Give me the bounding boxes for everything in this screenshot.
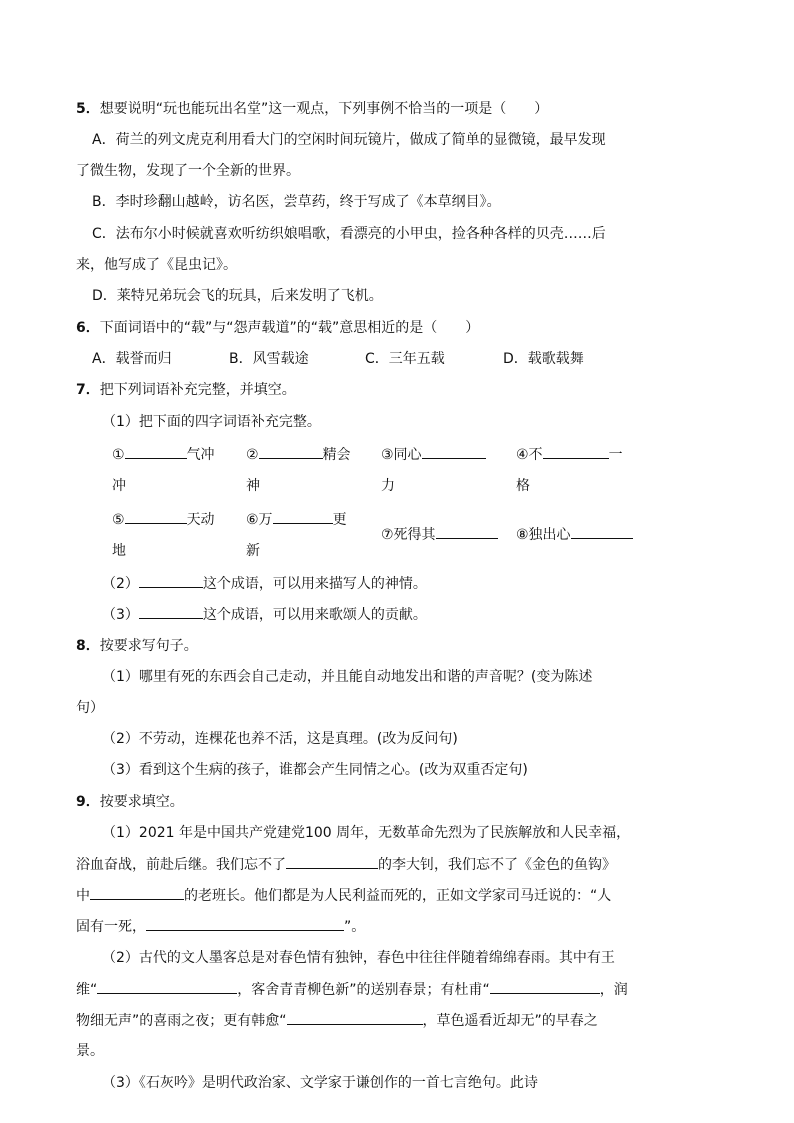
q8-number: 8．	[76, 638, 100, 654]
q9-blank-3[interactable]	[146, 916, 344, 931]
q9-stem	[76, 792, 184, 812]
q9-p2-line3: 物细无声”的喜雨之夜；更有韩愈“ ，草色遥看近却无”的早春之	[76, 1010, 598, 1031]
q9-blank-6[interactable]	[287, 1010, 423, 1025]
idiom-blank[interactable]	[422, 444, 486, 459]
q6-option-c: C．三年五载	[365, 351, 445, 367]
idiom-item-7: ⑦死得其	[381, 524, 498, 545]
idiom-item-3: ③同心	[381, 444, 486, 465]
q8-s2: （2）不劳动，连棵花也养不活，这是真理。(改为反问句)	[102, 731, 458, 747]
q6-number: 6．	[76, 320, 100, 336]
idiom-item-4-wrap: 格	[516, 478, 530, 494]
q6-option-a: A．载誉而归	[92, 351, 172, 367]
q6-text: 下面词语中的“载”与“怨声载道”的“载”意思相近的是（ ）	[99, 320, 480, 336]
q5-number: 5．	[76, 101, 100, 117]
idiom-item-3-wrap: 力	[381, 478, 395, 494]
q5-option-a-line2: 了微生物，发现了一个全新的世界。	[76, 163, 300, 179]
q7-sub1: （1）把下面的四字词语补充完整。	[102, 414, 321, 430]
q5-option-c-line1: C．法布尔小时候就喜欢听纺织娘唱歌，看漂亮的小甲虫，捡各种各样的贝壳……后	[92, 226, 606, 242]
idiom-blank[interactable]	[125, 509, 187, 524]
idiom-item-4: ④不 一	[516, 444, 623, 465]
q7-text: 把下列词语补充完整，并填空。	[99, 382, 296, 398]
q9-p1-line1: （1）2021 年是中国共产党建党100 周年，无数革命先烈为了民族解放和人民幸福，	[102, 825, 631, 841]
idiom-item-6-wrap: 新	[246, 543, 260, 559]
q5-text: 想要说明“玩也能玩出名堂”这一观点，下列事例不恰当的一项是（ ）	[99, 101, 549, 117]
idiom-blank[interactable]	[543, 444, 609, 459]
q9-p3: （3）《石灰吟》是明代政治家、文学家于谦创作的一首七言绝句。此诗	[102, 1075, 538, 1091]
q9-p1-line3: 中 的老班长。他们都是为人民利益而死的，正如文学家司马迁说的：“人	[76, 885, 611, 906]
idiom-item-6: ⑥万 更	[246, 509, 347, 530]
q7-stem	[76, 380, 296, 400]
q8-s1-line1: （1）哪里有死的东西会自己走动，并且能自动地发出和谐的声音呢？(变为陈述	[102, 669, 593, 685]
q9-p2-line2: 维“ ，客舍青青柳色新”的送别春景；有杜甫“ ，润	[76, 979, 628, 1000]
q6-option-b: B．风雪载途	[229, 351, 309, 367]
q8-s3: （3）看到这个生病的孩子，谁都会产生同情之心。(改为双重否定句)	[102, 762, 528, 778]
q5-stem	[76, 99, 548, 119]
q9-blank-5[interactable]	[490, 979, 600, 994]
idiom-item-1: ① 气冲	[112, 444, 215, 465]
sub2-blank[interactable]	[139, 573, 203, 588]
q7-sub2: （2） 这个成语，可以用来描写人的神情。	[102, 573, 427, 594]
q9-text: 按要求填空。	[99, 794, 184, 810]
q9-blank-4[interactable]	[97, 979, 237, 994]
q6-option-d: D．载歌载舞	[503, 351, 584, 367]
sub3-blank[interactable]	[139, 604, 203, 619]
idiom-item-2: ② 精会	[246, 444, 351, 465]
q6-stem	[76, 318, 479, 338]
idiom-blank[interactable]	[259, 444, 323, 459]
q9-blank-1[interactable]	[286, 854, 378, 869]
idiom-blank[interactable]	[571, 524, 633, 539]
idiom-blank[interactable]	[436, 524, 498, 539]
q9-p1-line2: 浴血奋战，前赴后继。我们忘不了 的李大钊，我们忘不了《金色的鱼钩》	[76, 854, 616, 875]
q5-option-b: B．李时珍翻山越岭，访名医，尝草药，终于写成了《本草纲目》。	[92, 194, 501, 210]
idiom-item-5-wrap: 地	[112, 543, 126, 559]
q5-option-c-line2: 来，他写成了《昆虫记》。	[76, 257, 237, 273]
q8-text: 按要求写句子。	[99, 638, 198, 654]
idiom-blank[interactable]	[273, 509, 333, 524]
q9-p1-line4: 固有一死， ”。	[76, 916, 365, 937]
idiom-item-2-wrap: 神	[246, 478, 260, 494]
q5-option-a-line1: A．荷兰的列文虎克利用看大门的空闲时间玩镜片，做成了简单的显微镜，最早发现	[92, 132, 606, 148]
q8-s1-line2: 句）	[76, 700, 104, 716]
q7-number: 7．	[76, 382, 100, 398]
idiom-item-8: ⑧独出心	[516, 524, 633, 545]
q8-stem	[76, 636, 198, 656]
q5-option-d: D．莱特兄弟玩会飞的玩具，后来发明了飞机。	[92, 288, 383, 304]
idiom-item-5: ⑤ 天动	[112, 509, 215, 530]
q9-p2-line1: （2）古代的文人墨客总是对春色情有独钟，春色中往往伴随着绵绵春雨。其中有王	[102, 950, 615, 966]
idiom-blank[interactable]	[125, 444, 187, 459]
q9-blank-2[interactable]	[90, 885, 184, 900]
q9-p2-line4: 景。	[76, 1043, 104, 1059]
q9-number: 9．	[76, 794, 100, 810]
q7-sub3: （3） 这个成语，可以用来歌颂人的贡献。	[102, 604, 427, 625]
idiom-item-1-wrap: 冲	[112, 478, 126, 494]
